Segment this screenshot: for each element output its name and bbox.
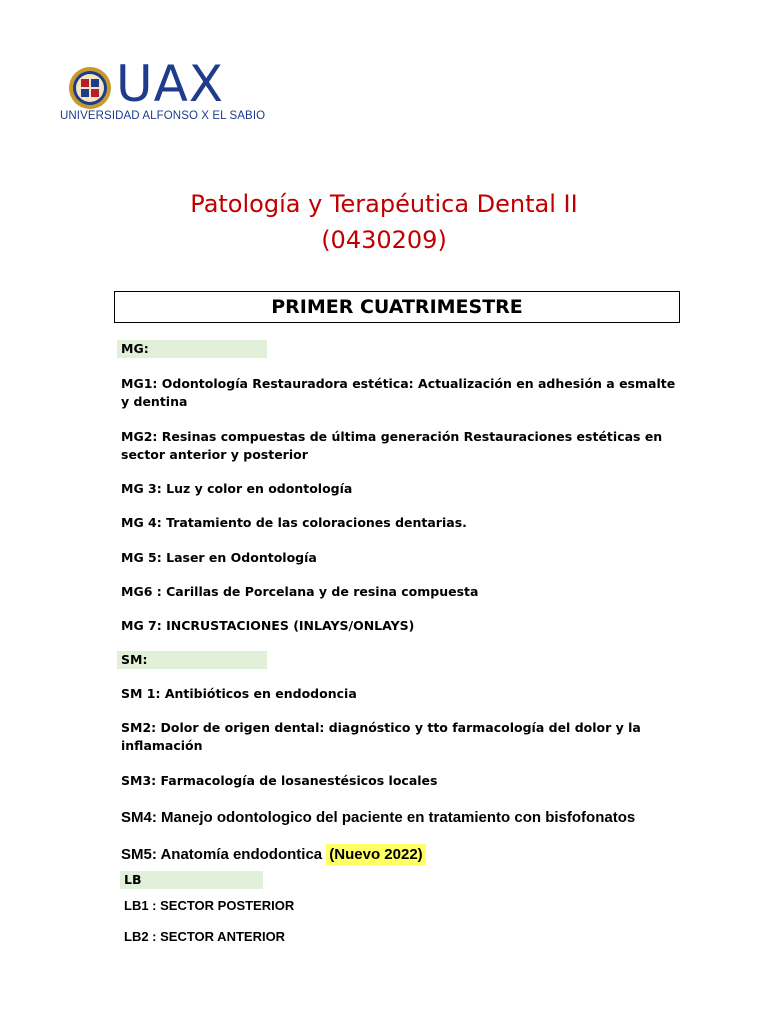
new-badge: (Nuevo 2022) <box>326 844 425 865</box>
list-item-label: SM5: Anatomía endodontica <box>121 846 323 863</box>
course-title: Patología y Terapéutica Dental II <box>190 190 578 218</box>
list-item: LB1 : SECTOR POSTERIOR <box>124 898 295 913</box>
category-mg: MG: <box>117 340 267 358</box>
list-item: SM 1: Antibióticos en endodoncia <box>121 686 357 701</box>
list-item: MG6 : Carillas de Porcelana y de resina compuesta <box>121 584 479 599</box>
list-item-sm5 <box>121 846 721 864</box>
list-item: SM4: Manejo odontologico del paciente en tratamiento con bisfofonatos <box>121 809 636 826</box>
list-item: LB2 : SECTOR ANTERIOR <box>124 929 286 944</box>
category-lb: LB <box>120 871 263 889</box>
section-header: PRIMER CUATRIMESTRE <box>114 291 680 323</box>
list-item: SM2: Dolor de origen dental: diagnóstico y tto farmacología del dolor y la inflamación <box>121 720 641 753</box>
logo-subtitle: UNIVERSIDAD ALFONSO X EL SABIO <box>60 110 266 122</box>
list-item: MG2: Resinas compuestas de última generación Restauraciones estéticas en sector anterior y posterior <box>121 429 663 462</box>
list-item: SM3: Farmacología de losanestésicos locales <box>121 773 438 788</box>
logo-wordmark: UAX <box>116 55 225 113</box>
course-code: (0430209) <box>321 226 447 254</box>
university-seal-icon <box>68 66 112 110</box>
list-item: MG1: Odontología Restauradora estética: Actualización en adhesión a esmalte y dentina <box>121 376 676 409</box>
list-item: MG 3: Luz y color en odontología <box>121 481 353 496</box>
list-item: MG 7: INCRUSTACIONES (INLAYS/ONLAYS) <box>121 618 415 633</box>
category-sm: SM: <box>117 651 267 669</box>
list-item: MG 5: Laser en Odontología <box>121 550 317 565</box>
list-item: MG 4: Tratamiento de las coloraciones dentarias. <box>121 515 467 530</box>
